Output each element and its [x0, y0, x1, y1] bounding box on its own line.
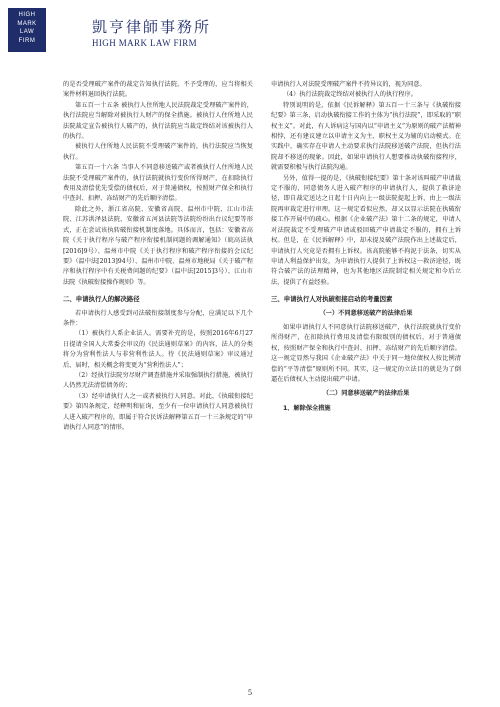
subsection-heading: （一）不同意移送破产的法律后果: [319, 309, 413, 317]
right-column: [271, 80, 461, 682]
paragraph: 除此之外，浙江省高院、安徽省高院、温州市中院、江山市法院、江苏洪泽县法院、安徽省五河县法院等法院纷纷出台议纪要等形式，正在尝试该执转破衔接机制度落地。具体而言，包括：安徽省高院《关于执行程序与破产程序衔接机制问题的调解通知》（皖高法执[2016]9号）、温州市中院《关于执行程序和破产程序衔接的会议纪要》（温中法[2013]94号）、温州市中院、温州市地税局《关于破产程序和执行程序中有关税费问题的纪要》（温中法[2015]3号）、江山市法院《执破衔接操作规则》等。: [63, 205, 253, 286]
list-item: （1）被执行人系企业法人。需要补充的是，按照2016年6月27日提请全国人大常委会审议的《民法通则草案》的内容，法人的分类将分为营利性法人与非营利性法人。待《民法通则草案》审议通过后，届时，相关概念将变更为“营利性法人”；: [63, 330, 253, 369]
paragraph: 第五百一十六条 当事人不同意移送破产或者被执行人住所地人民法院不受理破产案件的，执行法院就执行变价所得财产，在扣除执行费用及清偿优先受偿的债权后，对于普通债权，按照财产保全和执行中查封、扣押、冻结财产的先后顺序清偿。: [63, 164, 253, 203]
paragraph: 若申请执行人感受到司法破衔接制度参与分配，应满足以下几个条件：: [63, 309, 253, 327]
paragraph: 如果申请执行人不同意执行法院移送破产，执行法院就执行变价所得财产，在扣除执行费用及清偿有限级别的债权后，对于普通债权，按照财产保全和执行中查封、扣押、冻结财产的先后顺序清偿。这一规定显然与我国《企业破产法》中关于同一地位债权人按比例清偿的“平等清偿”原则所不同。其实，这一规定的立法目的就是为了倒逼在后债权人主动提出破产申请。: [271, 323, 461, 383]
paragraph: （4）执行法院裁定终结对被执行人的执行程序。: [283, 91, 417, 99]
logo-line: LAW: [19, 29, 35, 35]
section-heading: 三、申请执行人对执破衔接启动的考量因素: [271, 295, 393, 304]
paragraph: 特别说明的是，依据《民诉解释》第五百一十三条与《执破衔接纪要》第三条，启动执破衔接工作的主体为“执行法院”，即采取的“职权主义”。对此，有人诉病这与国内以“申请主义”为原则的破产法精神相悖，还有建议建立以申请主义为主、职权主义为辅的启动模式。在实践中，确实存在申请人主动要求执行法院移送破产法院，但执行法院却不移送的现象。因此，如果申请执行人想要推动执破衔接程序，就需要积极与执行法院沟通。: [271, 101, 461, 172]
paragraph: 第五百一十五条 被执行人住所地人民法院裁定受理破产案件的，执行法院应当解除对被执行人财产的保全措施。被执行人住所地人民法院裁定宣告被执行人破产的，执行法院应当裁定终结对该被执行人的执行。: [63, 101, 253, 141]
paragraph: 被执行人住所地人民法院不受理破产案件的，执行法院应当恢复执行。: [63, 143, 253, 161]
list-item: （3）经申请执行人之一或者被执行人同意。对此，《执破衔接纪要》第四条规定，经释明和征询，至少有一位申请执行人同意被执行人进入破产程序的，即属于符合民诉法解释第五百一十三条规定的“申请执行人同意”的情形。: [63, 392, 253, 431]
page-number: 5: [248, 688, 252, 697]
section-heading: 二、申请执行人的解决路径: [63, 295, 140, 304]
logo-line: FIRM: [18, 37, 36, 44]
logo-line: MARK: [17, 20, 37, 27]
left-column: [63, 80, 253, 682]
paragraph: 的是否受理破产案件的裁定告知执行法院。不予受理的，应当将相关案件材料退回执行法院。: [63, 81, 253, 99]
body-columns: [63, 80, 461, 682]
logo-line: HIGH: [18, 12, 36, 18]
subsection-heading: （二）同意移送破产的法律后果: [322, 390, 410, 398]
firm-logo: [8, 8, 46, 52]
paragraph: 另外，值得一提的是，《执破衔接纪要》第十条对该叫破产申请裁定不服的，同意债务人进入破产程序的申请执行人，提供了救济途径，即自裁定送达之日起十日内向上一级法院提起上诉，由上一级法院再审裁定进行审理。这一规定看似应然，却又以显示法院在执破衔接工作开展中的疏心。根据《企业破产法》第十二条的规定，申请人对法院裁定不受理破产申请或驳回破产申请裁定不服的，拥有上诉权。但是，在《民诉解释》中，却未提及破产法院作出上述裁定后，申请执行人究竟是否拥有上诉权。该高院能够不拘泥于法条，切实从申请人利益保护出发，为申请执行人提供了上诉权这一救济途径，既符合破产法的法理精神，也为其他地区法院制定相关规定和今后立法，提供了有益经验。: [271, 174, 461, 286]
list-item: （2）经执行法院穷尽财产调查措施并采取强制执行措施，被执行人仍然无法清偿债务的；: [63, 371, 253, 390]
paragraph: 申请执行人对法院受理破产案件不持异议的，视为同意。: [271, 81, 426, 88]
subsection-item: 1、解除保全措施: [283, 404, 331, 412]
firm-name-en: HIGH MARK LAW FIRM: [92, 38, 198, 48]
firm-name-cn: 凱亨律師事務所: [92, 18, 212, 36]
